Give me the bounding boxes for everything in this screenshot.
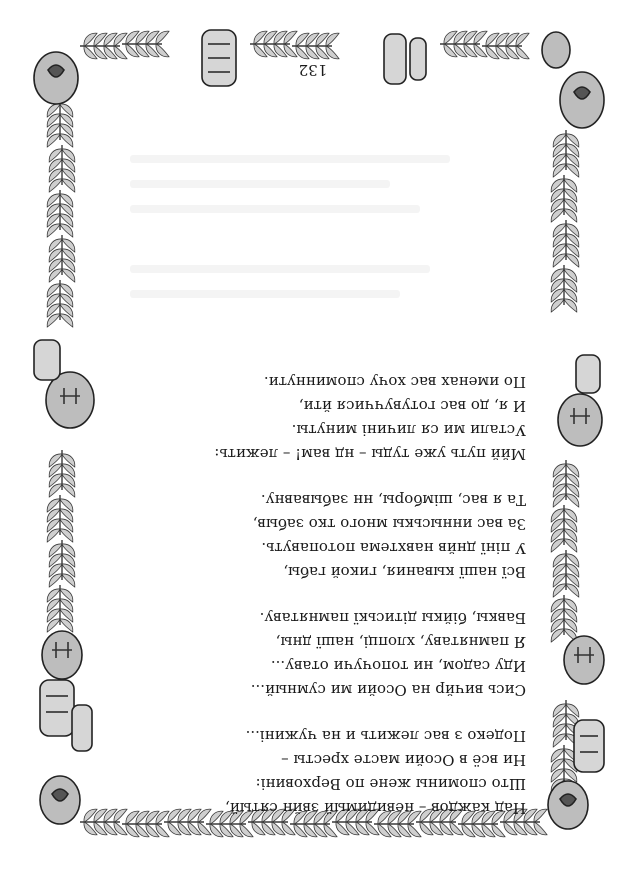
stanza [100, 724, 526, 820]
poem-line: Ни всё в Осойи масте хресты – [281, 751, 526, 769]
poem-line: Иду садом, ни топочучи отаву... [270, 657, 526, 675]
stanza [100, 370, 526, 466]
stanza [100, 488, 526, 584]
poem-line: Устали ми ся личині минуты. [291, 421, 526, 439]
page-content [100, 60, 526, 820]
poem-line: Бавкы, бійкы дітиськї памнятаву. [259, 609, 526, 627]
poem-line: Подеко з вас лежить и на чужині... [245, 727, 526, 745]
poem-line: Сись вичйр на Осойи ми сумный... [250, 681, 526, 699]
poem-line: У пінї днйв навхтема потопавуть. [261, 539, 526, 557]
poem-line: Та я вас, шімборы, нн забывавну. [260, 491, 526, 509]
poem-line: Над каждов – невидимый звйн сятый, [224, 799, 526, 817]
poem-line: Всї нашї кывания, гикой габы, [283, 563, 526, 581]
poem-line: За вас инныськы много тко забыв, [252, 515, 526, 533]
poem-line: Я памнятаву, хлопці, нашї дны, [275, 633, 526, 651]
poem-line: Мйй путь уже туды – нд вам! – лежить: [214, 445, 526, 463]
right-garland [549, 130, 582, 794]
poem-line: По именах вас хочу споминнути. [263, 373, 526, 391]
poem-line: Што спомины жене по Верховині: [255, 775, 526, 793]
poem [100, 348, 526, 820]
stanza [100, 606, 526, 702]
poem-line: И я, до вас готувуччися йти, [298, 397, 526, 415]
top-garland [80, 29, 531, 62]
page-number: 132 [298, 61, 328, 79]
